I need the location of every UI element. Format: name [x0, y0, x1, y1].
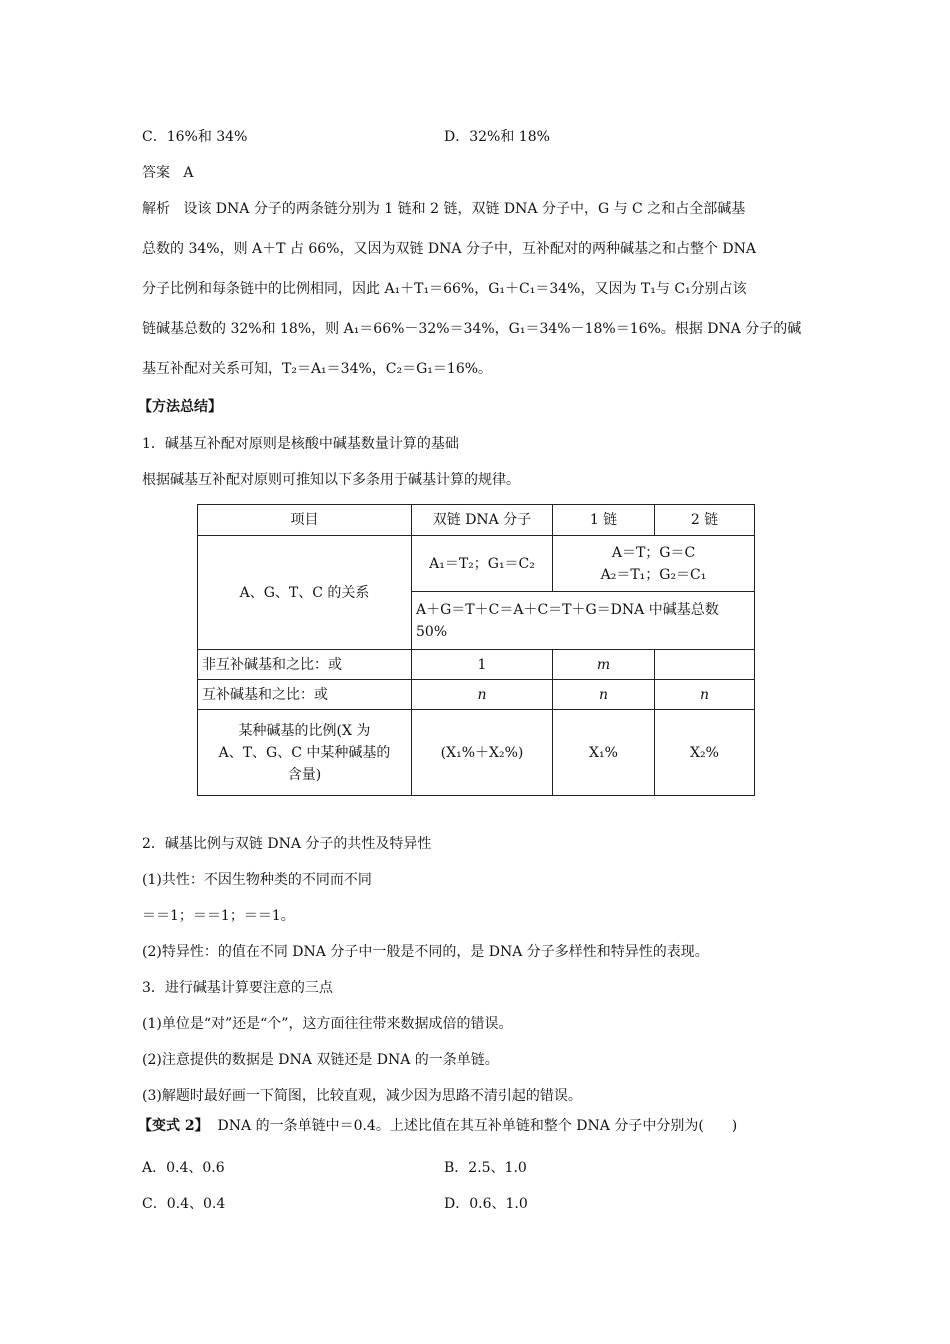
variant-text: DNA 的一条单链中＝0.4。上述比值在其互补单链和整个 DNA 分子中分别为( ) [217, 1118, 738, 1134]
answer-label: 答案 [142, 165, 170, 181]
variant-question [138, 1116, 737, 1136]
analysis-line-5: 基互补配对关系可知，T₂＝A₁＝34%，C₂＝G₁＝16%。 [142, 361, 493, 377]
relation-single: A＝T；G＝C A₂＝T₁；G₂＝C₁ [553, 536, 755, 592]
header-double: 双链 DNA 分子 [412, 505, 553, 536]
ratio-strand-2: X₂% [655, 710, 755, 796]
section3-heading: 3．进行碱基计算要注意的三点 [142, 980, 333, 996]
base-rules-table [197, 504, 755, 796]
analysis-line-4: 链碱基总数的 32%和 18%，则 A₁＝66%－32%＝34%，G₁＝34%－18%＝16%。根据 DNA 分子的碱 [142, 321, 802, 337]
variant-option-c: C．0.4、0.4 [142, 1196, 226, 1212]
relation-total: A＋G＝T＋C＝A＋C＝T＋G＝DNA 中碱基总数 50% [412, 592, 755, 650]
table-row [198, 650, 755, 680]
analysis-label: 解析 [142, 201, 170, 217]
table-row [198, 710, 755, 796]
section2-p3: (2)特异性：的值在不同 DNA 分子中一般是不同的，是 DNA 分子多样性和特异性的表现。 [142, 944, 709, 960]
variant-option-b: B．2.5、1.0 [444, 1160, 527, 1176]
variant-label: 【变式 2】 [138, 1118, 209, 1134]
relation-double: A₁＝T₂；G₁＝C₂ [412, 536, 553, 592]
section3-p3: (3)解题时最好画一下简图，比较直观，减少因为思路不清引起的错误。 [142, 1088, 582, 1104]
noncomp-double: 1 [412, 650, 553, 680]
noncomp-label: 非互补碱基和之比：或 [198, 650, 412, 680]
option-c: C．16%和 34% [142, 129, 248, 145]
table-row [198, 680, 755, 710]
analysis-block [142, 189, 812, 389]
table-row [198, 505, 755, 536]
header-item: 项目 [198, 505, 412, 536]
noncomp-strand-2 [655, 650, 755, 680]
ratio-double: (X₁%＋X₂%) [412, 710, 553, 796]
method-title: 【方法总结】 [138, 399, 222, 415]
ratio-strand-1: X₁% [553, 710, 655, 796]
table-row [198, 536, 755, 592]
section2-heading: 2．碱基比例与双链 DNA 分子的共性及特异性 [142, 836, 432, 852]
section1-intro: 根据碱基互补配对原则可推知以下多条用于碱基计算的规律。 [142, 472, 520, 488]
analysis-line-2: 总数的 34%，则 A＋T 占 66%，又因为双链 DNA 分子中，互补配对的两种碱基之和占整个 DNA [142, 241, 757, 257]
variant-option-d: D．0.6、1.0 [444, 1196, 528, 1212]
header-strand-2: 2 链 [655, 505, 755, 536]
answer-line [142, 163, 193, 183]
comp-strand-2: n [655, 680, 755, 710]
comp-strand-1: n [553, 680, 655, 710]
comp-double: n [412, 680, 553, 710]
variant-option-a: A．0.4、0.6 [142, 1160, 225, 1176]
relation-label: A、G、T、C 的关系 [198, 536, 412, 650]
comp-label: 互补碱基和之比：或 [198, 680, 412, 710]
ratio-label: 某种碱基的比例(X 为 A、T、G、C 中某种碱基的 含量) [198, 710, 412, 796]
analysis-line-1: 解析 设该 DNA 分子的两条链分别为 1 链和 2 链，双链 DNA 分子中，G 与 C 之和占全部碱基 [142, 201, 746, 217]
section2-p1: (1)共性：不因生物种类的不同而不同 [142, 872, 372, 888]
option-d: D．32%和 18% [444, 129, 550, 145]
header-strand-1: 1 链 [553, 505, 655, 536]
analysis-line-3: 分子比例和每条链中的比例相同，因此 A₁＋T₁＝66%，G₁＋C₁＝34%，又因为 T₁与 C₁分别占该 [142, 281, 747, 297]
section1-heading: 1．碱基互补配对原则是核酸中碱基数量计算的基础 [142, 436, 459, 452]
section3-p1: (1)单位是“对”还是“个”，这方面往往带来数据成倍的错误。 [142, 1016, 513, 1032]
section2-p2: ＝＝1；＝＝1；＝＝1。 [142, 908, 295, 924]
answer-value: A [183, 165, 194, 181]
noncomp-strand-1: m [553, 650, 655, 680]
section3-p2: (2)注意提供的数据是 DNA 双链还是 DNA 的一条单链。 [142, 1052, 499, 1068]
